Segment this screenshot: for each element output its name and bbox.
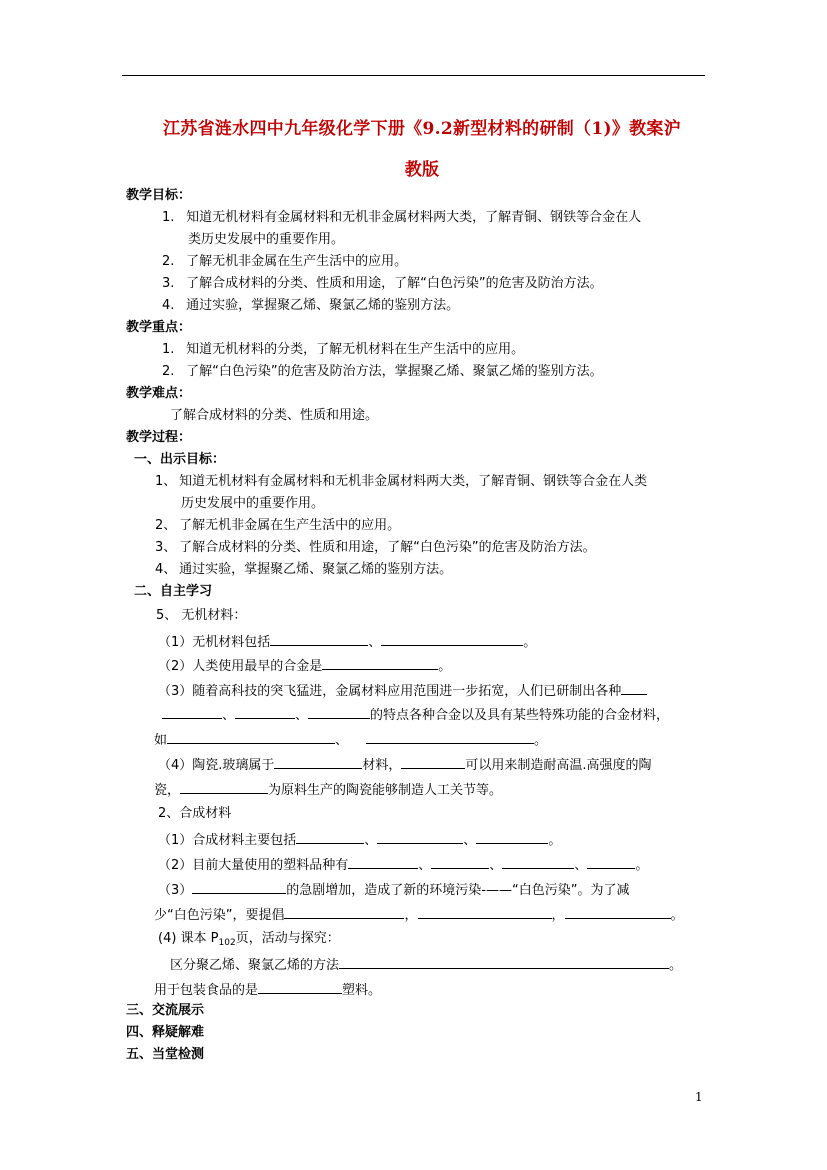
answer-blank[interactable] [621, 682, 647, 695]
section1-item-4 [155, 562, 452, 578]
goal-num: 3. [162, 276, 175, 291]
document-title-line1: 江苏省涟水四中九年级化学下册《9.2新型材料的研制（1)》教案沪 [162, 119, 682, 139]
answer-blank[interactable] [274, 756, 362, 769]
process-heading: 教学过程： [126, 430, 192, 445]
key-num: 2. [162, 364, 175, 379]
answer-blank[interactable] [162, 706, 222, 719]
answer-blank[interactable] [502, 856, 574, 869]
end-period: 。 [438, 659, 452, 674]
section1-num: 2、 [155, 518, 177, 533]
sep-dun: 、 [574, 858, 588, 873]
goal-text: 通过实验，掌握聚乙烯、聚氯乙烯的鉴别方法。 [186, 298, 460, 313]
s4-text-b: 页，活动与探究： [235, 931, 340, 946]
s2-text: （2）目前大量使用的塑料品种有 [158, 858, 349, 873]
section5-heading: 五、当堂检测 [126, 1047, 205, 1062]
goal-text: 了解无机非金属在生产生活中的应用。 [186, 254, 408, 269]
q4-text-d: 瓷， [154, 783, 181, 798]
answer-blank[interactable] [401, 756, 465, 769]
synthetic-q2 [158, 856, 648, 874]
end-period: 。 [534, 733, 548, 748]
goal-item-1-cont: 类历史发展中的重要作用。 [188, 232, 345, 247]
page-subscript: 102 [218, 938, 236, 948]
answer-blank[interactable] [322, 657, 438, 670]
answer-blank[interactable] [381, 633, 523, 646]
goal-num: 4. [162, 298, 175, 313]
sep-dun: 、 [295, 708, 309, 723]
section1-item-2 [155, 518, 400, 534]
section1-text: 了解无机非金属在生产生活中的应用。 [179, 518, 401, 533]
key-heading: 教学重点： [126, 320, 192, 335]
inorganic-q4 [158, 756, 652, 774]
goals-heading: 教学目标： [126, 188, 192, 203]
sep-comma: ， [404, 908, 418, 923]
section1-item-1-cont: 历史发展中的重要作用。 [181, 496, 325, 511]
section1-text: 知道无机材料有金属材料和无机非金属材料两大类，了解青铜、钢铁等合金在人类 [179, 474, 648, 489]
s3-text-c: “白色污染”。为了减 [511, 883, 630, 898]
s3-text-b: 的急剧增加，造成了新的环境污染-—— [286, 883, 512, 898]
synthetic-q4-method [170, 956, 682, 974]
answer-blank[interactable] [431, 856, 489, 869]
sep-dun: 、 [335, 733, 349, 748]
header-rule [122, 75, 705, 76]
q4-text-c: 可以用来制造耐高温.高强度的陶 [465, 758, 652, 773]
sep-dun: 、 [463, 833, 477, 848]
answer-blank[interactable] [180, 781, 268, 794]
s4-text-d: 用于包装食品的是 [154, 983, 259, 998]
inorganic-q2 [158, 657, 451, 675]
answer-blank[interactable] [235, 706, 295, 719]
s1-text: （1）合成材料主要包括 [158, 833, 297, 848]
end-period: 。 [670, 908, 684, 923]
goal-item-2 [162, 254, 407, 270]
answer-blank[interactable] [284, 906, 404, 919]
key-item-2 [162, 364, 603, 380]
end-period: 。 [548, 833, 562, 848]
q4-text-e: 为原料生产的陶瓷能够制造人工关节等。 [268, 783, 503, 798]
synthetic-q1 [158, 831, 561, 849]
goal-item-3 [162, 276, 603, 292]
section1-num: 1、 [155, 474, 177, 489]
goal-item-1 [162, 210, 641, 226]
page-number: 1 [695, 1090, 703, 1104]
sep-dun: 、 [222, 708, 236, 723]
answer-blank[interactable] [270, 633, 368, 646]
q3-text-b: 的特点各种合金以及具有某些特殊功能的合金材料， [370, 708, 670, 723]
document-title-line2: 教版 [404, 160, 440, 180]
section3-heading: 三、交流展示 [126, 1003, 205, 1018]
q1-text: （1）无机材料包括 [158, 635, 271, 650]
section1-item-1 [155, 474, 647, 490]
answer-blank[interactable] [366, 731, 534, 744]
goal-num: 2. [162, 254, 175, 269]
inorganic-q4-cont [154, 781, 502, 799]
answer-blank[interactable] [167, 731, 335, 744]
s3-text-d: 少“白色污染”，要提倡 [154, 908, 285, 923]
inorganic-q3-cont [162, 706, 669, 724]
s4-text-c: 区分聚乙烯、聚氯乙烯的方法 [170, 958, 340, 973]
inorganic-q1 [158, 633, 536, 651]
sep-dun: 、 [489, 858, 503, 873]
key-item-1 [162, 342, 524, 358]
answer-blank[interactable] [565, 906, 671, 919]
s3-text-a: （3） [158, 883, 193, 898]
goal-item-4 [162, 298, 459, 314]
goal-text: 知道无机材料有金属材料和无机非金属材料两大类，了解青铜、钢铁等合金在人 [186, 210, 642, 225]
answer-blank[interactable] [308, 706, 370, 719]
answer-blank[interactable] [377, 831, 463, 844]
section2-heading: 二、自主学习 [134, 584, 213, 599]
q4-text-b: 材料， [362, 758, 402, 773]
q4-text-a: （4）陶瓷.玻璃属于 [158, 758, 275, 773]
key-text: 了解“白色污染”的危害及防治方法，掌握聚乙烯、聚氯乙烯的鉴别方法。 [186, 364, 603, 379]
section1-item-3 [155, 540, 596, 556]
synthetic-q4-food [154, 981, 381, 999]
answer-blank[interactable] [587, 856, 635, 869]
synthetic-q3 [158, 881, 629, 899]
s4-text-a: (4) 课本 P [158, 931, 219, 946]
section1-num: 4、 [155, 562, 177, 577]
s4-text-e: 塑料。 [342, 983, 382, 998]
inorganic-q3 [158, 682, 647, 700]
answer-blank[interactable] [348, 856, 418, 869]
q3-text: （3）随着高科技的突飞猛进，金属材料应用范围进一步拓宽，人们已研制出各种 [158, 684, 622, 699]
answer-blank[interactable] [339, 956, 669, 969]
answer-blank[interactable] [476, 831, 548, 844]
section4-heading: 四、释疑解难 [126, 1025, 205, 1040]
section1-text: 通过实验，掌握聚乙烯、聚氯乙烯的鉴别方法。 [179, 562, 453, 577]
inorganic-q3-cont2 [154, 731, 547, 749]
sep-dun: 、 [418, 858, 432, 873]
section1-text: 了解合成材料的分类、性质和用途，了解“白色污染”的危害及防治方法。 [179, 540, 596, 555]
answer-blank[interactable] [418, 906, 552, 919]
synthetic-q3-cont [154, 906, 684, 924]
end-period: 。 [635, 858, 649, 873]
answer-blank[interactable] [296, 831, 364, 844]
synthetic-q4 [158, 931, 340, 951]
end-period: 。 [523, 635, 537, 650]
goal-num: 1. [162, 210, 175, 225]
answer-blank[interactable] [192, 881, 286, 894]
section1-heading: 一、出示目标： [134, 452, 226, 467]
key-num: 1. [162, 342, 175, 357]
difficulty-text: 了解合成材料的分类、性质和用途。 [170, 408, 379, 423]
answer-blank[interactable] [258, 981, 342, 994]
q2-text: （2）人类使用最早的合金是 [158, 659, 323, 674]
sep-comma: ， [551, 908, 565, 923]
key-text: 知道无机材料的分类，了解无机材料在生产生活中的应用。 [186, 342, 525, 357]
goal-text: 了解合成材料的分类、性质和用途，了解“白色污染”的危害及防治方法。 [186, 276, 603, 291]
inorganic-heading: 5、 无机材料： [156, 608, 247, 623]
end-period: 。 [669, 958, 683, 973]
sep-dun: 、 [368, 635, 382, 650]
q3-text-c: 如 [154, 733, 168, 748]
difficulty-heading: 教学难点： [126, 386, 192, 401]
sep-dun: 、 [364, 833, 378, 848]
synthetic-heading: 2、合成材料 [158, 806, 232, 821]
section1-num: 3、 [155, 540, 177, 555]
